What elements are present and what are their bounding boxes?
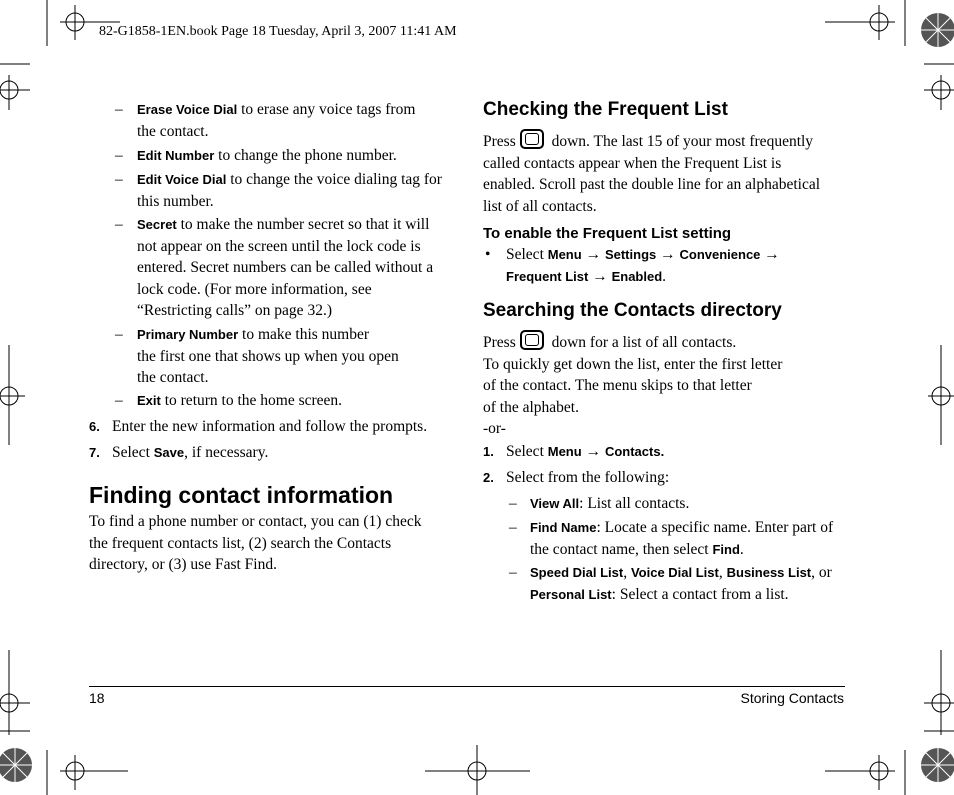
- item-text: : Locate a specific name. Enter part of: [596, 519, 834, 536]
- menu-term: Convenience: [679, 247, 761, 262]
- body-text: down. The last 15 of your most frequently: [547, 133, 814, 150]
- menu-term: Personal List: [530, 586, 612, 602]
- item-text: to make the number secret so that it will: [176, 216, 430, 233]
- step-text: Select from the following:: [506, 469, 670, 486]
- body-text: down for a list of all contacts.: [547, 334, 737, 351]
- item-text: the contact.: [137, 122, 209, 140]
- item-text: , or: [811, 564, 832, 581]
- menu-term: Enabled: [611, 268, 663, 284]
- arrow: →: [760, 246, 780, 263]
- heading-frequent-list: Checking the Frequent List: [483, 99, 728, 120]
- list-item: [137, 214, 457, 322]
- step-text: [112, 442, 268, 464]
- menu-term: Voice Dial List: [630, 565, 719, 580]
- arrow: →: [581, 443, 605, 460]
- body-text: Press: [483, 133, 516, 150]
- item-text: to erase any voice tags from: [237, 101, 416, 118]
- menu-term: Find: [712, 541, 740, 557]
- menu-term: Contacts.: [604, 444, 665, 459]
- menu-term: Save: [153, 445, 185, 460]
- step-number: 6.: [89, 419, 100, 434]
- step-number: 2.: [483, 470, 494, 485]
- frequent-body: [483, 129, 853, 217]
- period: .: [662, 267, 667, 285]
- body-text: Press: [483, 334, 516, 351]
- body-line: of the contact. The menu skips to that letter: [483, 377, 752, 394]
- body-text: Select: [506, 246, 548, 263]
- item-text: : Select a contact from a list.: [611, 585, 789, 603]
- procedure-title: To enable the Frequent List setting: [483, 225, 732, 242]
- arrow: →: [588, 267, 612, 285]
- arrow: →: [581, 246, 605, 263]
- item-text: ,: [718, 564, 727, 581]
- body-line: -or-: [483, 420, 506, 437]
- menu-term: Secret: [137, 217, 177, 232]
- arrow: →: [656, 246, 680, 263]
- page-number: 18: [89, 690, 105, 706]
- body-line: directory, or (3) use Fast Find.: [89, 556, 277, 573]
- section-body: [89, 511, 459, 576]
- menu-term: Business List: [726, 565, 812, 580]
- dash: –: [115, 171, 123, 188]
- body-line: the frequent contacts list, (2) search the Contacts: [89, 534, 392, 552]
- file-header: 82-G1858-1EN.book Page 18 Tuesday, April 3, 2007 11:41 AM: [99, 24, 457, 39]
- item-text: this number.: [137, 192, 214, 210]
- list-item: [137, 99, 457, 142]
- dash: –: [509, 519, 517, 536]
- list-item: [530, 517, 860, 560]
- menu-term: Primary Number: [137, 327, 239, 342]
- list-item: [530, 562, 860, 605]
- menu-term: Menu: [547, 247, 582, 262]
- menu-term: Settings: [604, 247, 657, 262]
- item-text: “Restricting calls” on page 32.): [137, 302, 332, 319]
- step-text: Enter the new information and follow the prompts.: [112, 418, 428, 435]
- item-text: entered. Secret numbers can be called without a: [137, 259, 434, 276]
- list-item: [137, 390, 457, 412]
- dash: –: [115, 392, 123, 409]
- footer-rule: [89, 686, 845, 687]
- menu-term: Menu: [547, 444, 582, 459]
- item-text: to return to the home screen.: [160, 392, 343, 409]
- item-text: : List all contacts.: [579, 495, 690, 512]
- menu-term: Erase Voice Dial: [137, 102, 238, 117]
- list-item: [137, 169, 457, 212]
- dash: –: [115, 216, 123, 233]
- body-line: To find a phone number or contact, you can (1) check: [89, 513, 422, 530]
- body-line: To quickly get down the list, enter the first letter: [483, 355, 783, 373]
- list-item: [137, 145, 457, 167]
- bullet-item: [506, 244, 856, 287]
- menu-term: Edit Voice Dial: [137, 172, 227, 187]
- body-line: of the alphabet.: [483, 398, 579, 416]
- item-text: not appear on the screen until the lock code is: [137, 237, 421, 255]
- item-text: to change the phone number.: [214, 147, 397, 164]
- step-post: , if necessary.: [184, 444, 269, 461]
- dash: –: [115, 147, 123, 164]
- menu-term: Edit Number: [137, 148, 215, 163]
- step-pre: Select: [112, 444, 154, 461]
- step-pre: Select: [506, 443, 548, 460]
- step-text: [506, 441, 664, 463]
- menu-term: Frequent List: [506, 268, 589, 284]
- menu-term: Exit: [137, 393, 161, 408]
- item-text: the first one that shows up when you open: [137, 347, 399, 365]
- item-text: to make this number: [238, 326, 370, 343]
- menu-term: Find Name: [530, 520, 597, 535]
- body-line: enabled. Scroll past the double line for an alphabetical: [483, 176, 821, 193]
- menu-term: View All: [530, 496, 580, 511]
- search-body: [483, 330, 853, 440]
- dash: –: [509, 564, 517, 581]
- item-text: to change the voice dialing tag for: [226, 171, 442, 188]
- heading-search-contacts: Searching the Contacts directory: [483, 300, 782, 321]
- footer-section: Storing Contacts: [740, 690, 844, 706]
- dash: –: [115, 326, 123, 343]
- dash: –: [509, 495, 517, 512]
- item-text: ,: [623, 564, 631, 581]
- body-line: called contacts appear when the Frequent List is: [483, 154, 782, 172]
- item-text: .: [739, 540, 744, 558]
- menu-term: Speed Dial List: [530, 565, 624, 580]
- item-text: lock code. (For more information, see: [137, 280, 372, 298]
- item-text: the contact.: [137, 369, 209, 386]
- section-title: Finding contact information: [89, 482, 394, 508]
- step-number: 1.: [483, 444, 494, 459]
- list-item: [137, 324, 457, 389]
- bullet: •: [485, 246, 491, 263]
- dash: –: [115, 101, 123, 118]
- navigation-key-icon: [520, 330, 544, 350]
- item-text: the contact name, then select: [530, 540, 713, 558]
- list-item: [530, 493, 860, 515]
- body-line: list of all contacts.: [483, 197, 597, 215]
- navigation-key-icon: [520, 129, 544, 149]
- step-number: 7.: [89, 445, 100, 460]
